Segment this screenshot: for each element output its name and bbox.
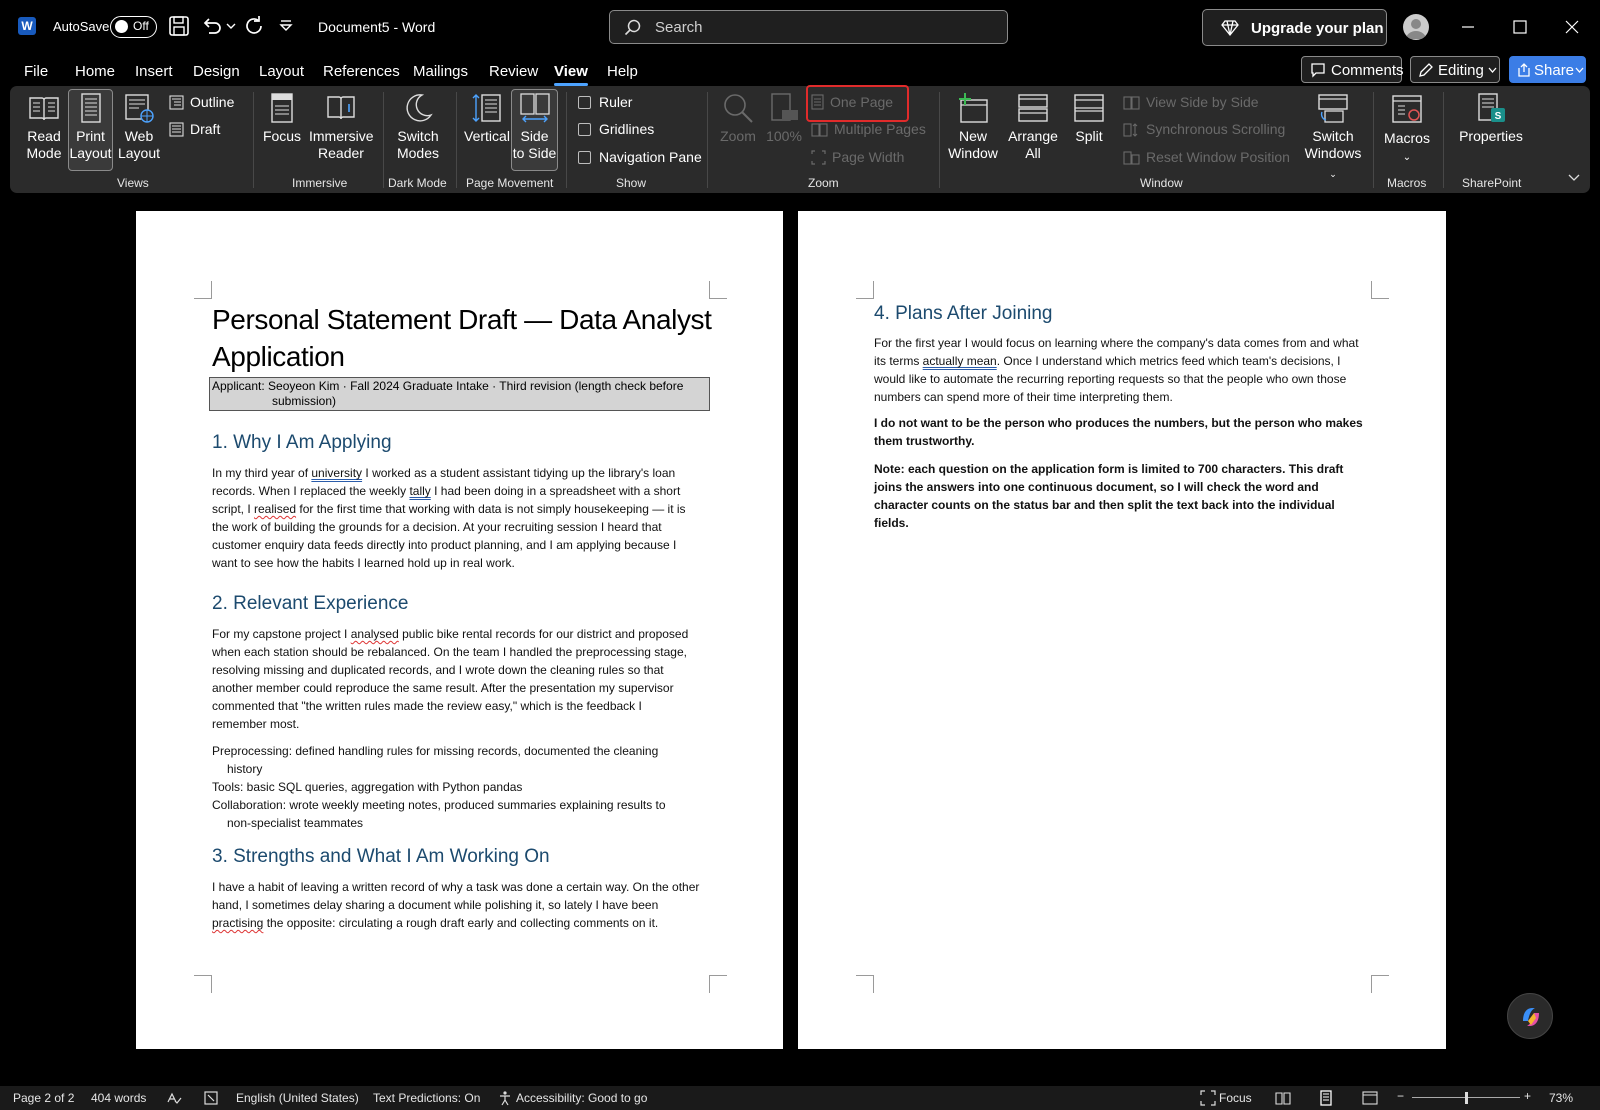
ruler-label: Ruler — [599, 94, 633, 110]
zoom-label: Zoom — [720, 128, 756, 144]
properties-icon — [1475, 92, 1507, 124]
text-line: practising the opposite: circulating a rough draft early and collecting comments on it. — [212, 916, 659, 930]
switch-windows-icon — [1317, 92, 1349, 124]
search-placeholder: Search — [655, 19, 703, 36]
web-layout-view-icon[interactable] — [1362, 1090, 1378, 1106]
vertical-scroll-icon — [471, 92, 503, 124]
undo-dropdown-icon[interactable] — [226, 14, 236, 38]
share-button[interactable] — [1509, 56, 1586, 83]
new-window-button[interactable] — [948, 92, 998, 162]
text-line: resolving missing and duplicated records, and I wrote down the cleaning rules so that — [212, 663, 664, 677]
focus-mode-label[interactable]: Focus — [1219, 1091, 1252, 1105]
pencil-icon — [1418, 62, 1434, 78]
tab-mailings[interactable]: Mailings — [413, 63, 469, 80]
paragraph-plans — [874, 334, 1384, 406]
autosave-label: AutoSave — [53, 19, 110, 34]
immersive-reader-icon — [325, 92, 357, 124]
page-width-label: Page Width — [832, 149, 905, 165]
zoom-in-button[interactable]: + — [1524, 1089, 1532, 1103]
text-line: numbers can spend more of their time interpreting them. — [874, 390, 1173, 404]
one-page-highlight — [806, 85, 909, 122]
read-mode-label-1: Read — [27, 128, 61, 144]
separator — [566, 92, 567, 188]
title-bar — [0, 0, 1600, 54]
list-item: Collaboration: wrote weekly meeting notes, produced summaries explaining results to non-specialist teammates — [212, 798, 666, 830]
immersive-group-label: Immersive — [292, 176, 348, 190]
document-page-2[interactable] — [798, 211, 1446, 1049]
split-icon — [1073, 92, 1105, 124]
print-layout-label-1: Print — [76, 128, 105, 144]
text-line: commented that "the written rules made the review easy," which is the feedback I — [212, 699, 642, 713]
web-layout-label-2: Layout — [117, 145, 161, 161]
print-layout-label-2: Layout — [69, 145, 112, 161]
vertical-button[interactable] — [462, 92, 512, 145]
document-heading-line-1: Personal Statement Draft — Data Analyst — [212, 304, 712, 335]
crop-mark — [709, 281, 727, 299]
synchronous-scrolling-icon — [1123, 123, 1140, 137]
crop-mark — [856, 281, 874, 299]
section-heading-3: 3. Strengths and What I Am Working On — [212, 846, 550, 867]
web-layout-icon — [123, 92, 155, 124]
print-layout-icon — [75, 92, 107, 124]
applicant-subtitle — [209, 377, 710, 411]
switch-windows-label-1: Switch — [1312, 128, 1354, 144]
view-side-by-side-icon — [1123, 96, 1140, 110]
undo-icon[interactable] — [200, 14, 224, 38]
read-mode-icon — [28, 92, 60, 124]
avatar[interactable] — [1403, 14, 1429, 40]
web-layout-button[interactable] — [116, 92, 162, 162]
page-width-icon — [811, 150, 826, 165]
outline-button[interactable] — [169, 94, 234, 110]
text-line: the work of building the grounds for a decision. At your recruiting session I heard that — [212, 520, 662, 534]
sharepoint-group-label: SharePoint — [1462, 176, 1522, 190]
svg-text:S: S — [1494, 111, 1502, 122]
document-page-1[interactable] — [136, 211, 783, 1049]
text-predictions-status[interactable]: Text Predictions: On — [373, 1091, 481, 1105]
tab-view[interactable]: View — [554, 63, 588, 80]
search-icon — [624, 19, 642, 37]
zoom-out-button[interactable]: − — [1397, 1089, 1405, 1103]
zoom-100-icon — [768, 92, 800, 124]
immersive-reader-label-1: Immersive — [309, 128, 374, 144]
flagged-word[interactable]: university — [311, 466, 363, 480]
outline-label: Outline — [190, 94, 235, 110]
multiple-pages-button[interactable] — [811, 121, 926, 137]
focus-label: Focus — [262, 128, 302, 144]
editing-mode-button[interactable] — [1410, 56, 1500, 83]
arrange-all-label-2: All — [1025, 145, 1041, 161]
autosave-state: Off — [133, 19, 149, 33]
paragraph-experience — [212, 625, 722, 733]
zoom-slider-thumb[interactable] — [1465, 1092, 1468, 1104]
focus-mode-icon[interactable] — [1200, 1090, 1216, 1106]
gridlines-checkbox[interactable] — [578, 121, 654, 137]
section-heading-1: 1. Why I Am Applying — [212, 432, 392, 453]
text-line: For my capstone project I analysed public bike rental records for our district and proposed — [212, 627, 689, 641]
tab-home[interactable]: Home — [75, 63, 116, 80]
paragraph-strengths — [212, 878, 722, 932]
comment-icon — [1310, 62, 1326, 78]
tab-layout[interactable]: Layout — [259, 63, 305, 80]
properties-button[interactable] — [1455, 92, 1527, 145]
tab-design[interactable]: Design — [193, 63, 240, 80]
synchronous-scrolling-button[interactable] — [1123, 121, 1285, 137]
print-layout-view-icon[interactable] — [1318, 1090, 1334, 1106]
immersive-reader-label-2: Reader — [318, 145, 364, 161]
copilot-button[interactable] — [1507, 993, 1553, 1039]
zoom-button[interactable] — [718, 92, 758, 145]
window-group-label: Window — [1140, 176, 1183, 190]
text-line: another member could reproduce the same result. After the presentation my supervisor — [212, 681, 674, 695]
gridlines-check — [578, 123, 591, 136]
ribbon — [10, 86, 1590, 193]
vertical-label: Vertical — [464, 128, 510, 144]
word-count[interactable]: 404 words — [91, 1091, 147, 1105]
text-line: would like to automate the recurring reporting requests so that the people who own those — [874, 372, 1347, 386]
text-line: hand, I sometimes delay sharing a document while polishing it, so lately I have been — [212, 898, 659, 912]
gridlines-label: Gridlines — [599, 121, 655, 137]
synchronous-scrolling-label: Synchronous Scrolling — [1146, 121, 1286, 137]
arrange-all-label-1: Arrange — [1008, 128, 1058, 144]
flagged-word[interactable]: actually mean — [922, 354, 997, 368]
list-item: Tools: basic SQL queries, aggregation with Python pandas — [212, 780, 523, 794]
separator — [456, 92, 457, 188]
section-heading-4: 4. Plans After Joining — [874, 303, 1053, 324]
upgrade-plan-button[interactable] — [1202, 9, 1387, 46]
accessibility-icon[interactable] — [497, 1090, 513, 1106]
separator — [383, 92, 384, 188]
crop-mark — [856, 975, 874, 993]
macros-label: Macros — [1384, 130, 1430, 146]
web-layout-label-1: Web — [124, 128, 154, 144]
upgrade-plan-label: Upgrade your plan — [1251, 20, 1384, 37]
separator — [1443, 92, 1444, 188]
switch-modes-label-2: Modes — [396, 145, 440, 161]
macros-button[interactable]: Macros ⌄ — [1382, 92, 1432, 166]
diamond-icon — [1221, 19, 1239, 37]
navigation-pane-check — [578, 151, 591, 164]
subtitle-line-2: submission) — [272, 394, 337, 408]
multiple-pages-icon — [811, 123, 828, 137]
subtitle-line-1: Applicant: Seoyeon Kim · Fall 2024 Graduate Intake · Third revision (length check before — [212, 379, 684, 393]
tab-insert[interactable]: Insert — [135, 63, 173, 80]
view-side-by-side-button[interactable] — [1123, 94, 1259, 110]
tab-review[interactable]: Review — [489, 63, 539, 80]
paragraph-note: Note: each question on the application form is limited to 700 characters. This draft joins the answers into one continuous document, so I will check the word and character counts on the status bar and then split the text back into the individual fields. — [874, 462, 1344, 530]
side-to-side-label-1: Side — [520, 128, 549, 144]
switch-modes-button[interactable] — [390, 92, 446, 162]
flagged-word[interactable]: realised — [254, 502, 297, 516]
page-width-button[interactable] — [811, 149, 904, 165]
document-heading — [212, 301, 732, 375]
side-to-side-button[interactable] — [512, 92, 557, 162]
switch-windows-button[interactable]: Switch Windows ⌄ — [1302, 92, 1364, 183]
editing-label: Editing — [1438, 62, 1484, 79]
minimize-icon[interactable] — [1458, 17, 1478, 37]
focus-icon — [266, 92, 298, 124]
new-window-label-1: New — [958, 128, 987, 144]
section-heading-2: 2. Relevant Experience — [212, 593, 409, 614]
list-item: Preprocessing: defined handling rules for missing records, documented the cleaning history — [212, 744, 659, 776]
text-line: script, I realised for the first time that working with data is not simply housekeeping — it is — [212, 502, 686, 516]
ruler-checkbox[interactable] — [578, 94, 632, 110]
comments-label: Comments — [1331, 62, 1404, 79]
macros-icon — [1391, 92, 1423, 126]
paragraph-why-applying — [212, 464, 722, 572]
word-logo-icon: W — [18, 17, 36, 35]
text-line: records. When I replaced the weekly tally I had been doing in a spreadsheet with a short — [212, 484, 681, 498]
text-line: In my third year of university I worked as a student assistant tidying up the library's loan — [212, 466, 676, 480]
zoom-level[interactable]: 73% — [1549, 1091, 1574, 1105]
separator — [1373, 92, 1374, 188]
new-window-label-2: Window — [948, 145, 998, 161]
draft-icon — [169, 122, 184, 137]
reset-window-position-icon — [1123, 151, 1140, 165]
read-mode-label-2: Mode — [26, 145, 62, 161]
separator — [253, 92, 254, 188]
split-button[interactable] — [1069, 92, 1109, 145]
crop-mark — [194, 975, 212, 993]
immersive-reader-button[interactable] — [309, 92, 373, 162]
reset-window-position-label: Reset Window Position — [1146, 149, 1290, 165]
text-line: customer enquiry data feeds directly into product planning, and I am applying because I — [212, 538, 677, 552]
outline-icon — [169, 95, 184, 110]
document-heading-line-2: Application — [212, 341, 345, 372]
chevron-down-icon — [1488, 67, 1497, 74]
arrange-all-button[interactable] — [1005, 92, 1061, 162]
copilot-icon — [1519, 1005, 1543, 1029]
separator — [939, 92, 940, 188]
one-page-label: One Page — [830, 94, 894, 110]
share-icon — [1516, 62, 1532, 78]
side-to-side-label-2: to Side — [512, 145, 557, 161]
crop-mark — [1371, 281, 1389, 299]
ruler-check — [578, 96, 591, 109]
search-box[interactable] — [609, 10, 1008, 44]
flagged-word[interactable]: practising — [212, 916, 264, 930]
text-line: when each station should be rebalanced. On the team I handled the preprocessing stage, — [212, 645, 687, 659]
multiple-pages-label: Multiple Pages — [834, 121, 926, 137]
maximize-icon[interactable] — [1510, 17, 1530, 37]
toggle-knob — [115, 20, 128, 33]
status-bar — [0, 1086, 1600, 1110]
reset-window-position-button[interactable] — [1123, 149, 1290, 165]
draft-button[interactable] — [169, 121, 220, 137]
read-mode-button[interactable] — [22, 92, 66, 162]
experience-list — [212, 742, 722, 832]
page-movement-group-label: Page Movement — [466, 176, 554, 190]
text-line: remember most. — [212, 717, 300, 731]
user-icon — [1403, 14, 1429, 40]
text-line: For the first year I would focus on learning where the company's data comes from and what — [874, 336, 1359, 350]
paragraph-trustworthy: I do not want to be the person who produces the numbers, but the person who makes them trustworthy. — [874, 416, 1363, 448]
crop-mark — [1371, 975, 1389, 993]
text-line: want to see how the habits I learned hold up in real work. — [212, 556, 515, 570]
accessibility-status[interactable]: Accessibility: Good to go — [516, 1091, 648, 1105]
navigation-pane-label: Navigation Pane — [599, 149, 702, 165]
redo-icon[interactable] — [242, 14, 266, 38]
properties-label: Properties — [1459, 128, 1523, 144]
text-line: I have a habit of leaving a written record of why a task was done a certain way. On the other — [212, 880, 700, 894]
show-group-label: Show — [616, 176, 647, 190]
close-icon[interactable] — [1562, 17, 1582, 37]
zoom-icon — [722, 92, 754, 124]
draft-label: Draft — [190, 121, 221, 137]
share-chevron-icon — [1575, 67, 1584, 74]
side-to-side-icon — [519, 92, 551, 124]
tab-references[interactable]: References — [323, 63, 400, 80]
save-icon[interactable] — [167, 14, 191, 38]
views-group-label: Views — [117, 176, 149, 190]
proofing-icon[interactable] — [166, 1090, 182, 1106]
navigation-pane-checkbox[interactable] — [578, 149, 702, 165]
crop-mark — [709, 975, 727, 993]
tab-help[interactable]: Help — [607, 63, 638, 80]
customize-toolbar-icon[interactable] — [278, 14, 294, 38]
text-line: its terms actually mean. Once I understand which metrics feed which team's decisions, I — [874, 354, 1341, 368]
share-label: Share — [1534, 62, 1575, 79]
comments-button[interactable] — [1301, 56, 1402, 83]
focus-button[interactable] — [262, 92, 302, 145]
zoom-100-label: 100% — [766, 128, 802, 144]
arrange-all-icon — [1017, 92, 1049, 124]
zoom-100-button[interactable] — [764, 92, 804, 145]
switch-windows-label-2: Windows — [1304, 145, 1362, 161]
ribbon-collapse-icon[interactable] — [1568, 174, 1580, 182]
dark-mode-group-label: Dark Mode — [388, 176, 447, 190]
read-mode-view-icon[interactable] — [1275, 1090, 1291, 1106]
macros-group-label: Macros — [1387, 176, 1427, 190]
new-window-icon — [957, 92, 989, 124]
moon-icon — [402, 92, 434, 124]
split-label: Split — [1075, 128, 1103, 144]
zoom-group-label: Zoom — [808, 176, 839, 190]
print-layout-button[interactable] — [68, 92, 113, 162]
flagged-word[interactable]: tally — [409, 484, 431, 498]
autosave-toggle[interactable] — [110, 16, 157, 38]
separator — [707, 92, 708, 188]
language-indicator[interactable]: English (United States) — [236, 1091, 359, 1105]
document-title: Document5 - Word — [318, 19, 436, 35]
flagged-word[interactable]: analysed — [350, 627, 399, 641]
switch-modes-label-1: Switch — [397, 128, 439, 144]
view-side-by-side-label: View Side by Side — [1146, 94, 1259, 110]
macro-recording-icon[interactable] — [203, 1090, 219, 1106]
page-indicator[interactable]: Page 2 of 2 — [13, 1091, 75, 1105]
tab-file[interactable]: File — [24, 63, 49, 80]
crop-mark — [194, 281, 212, 299]
